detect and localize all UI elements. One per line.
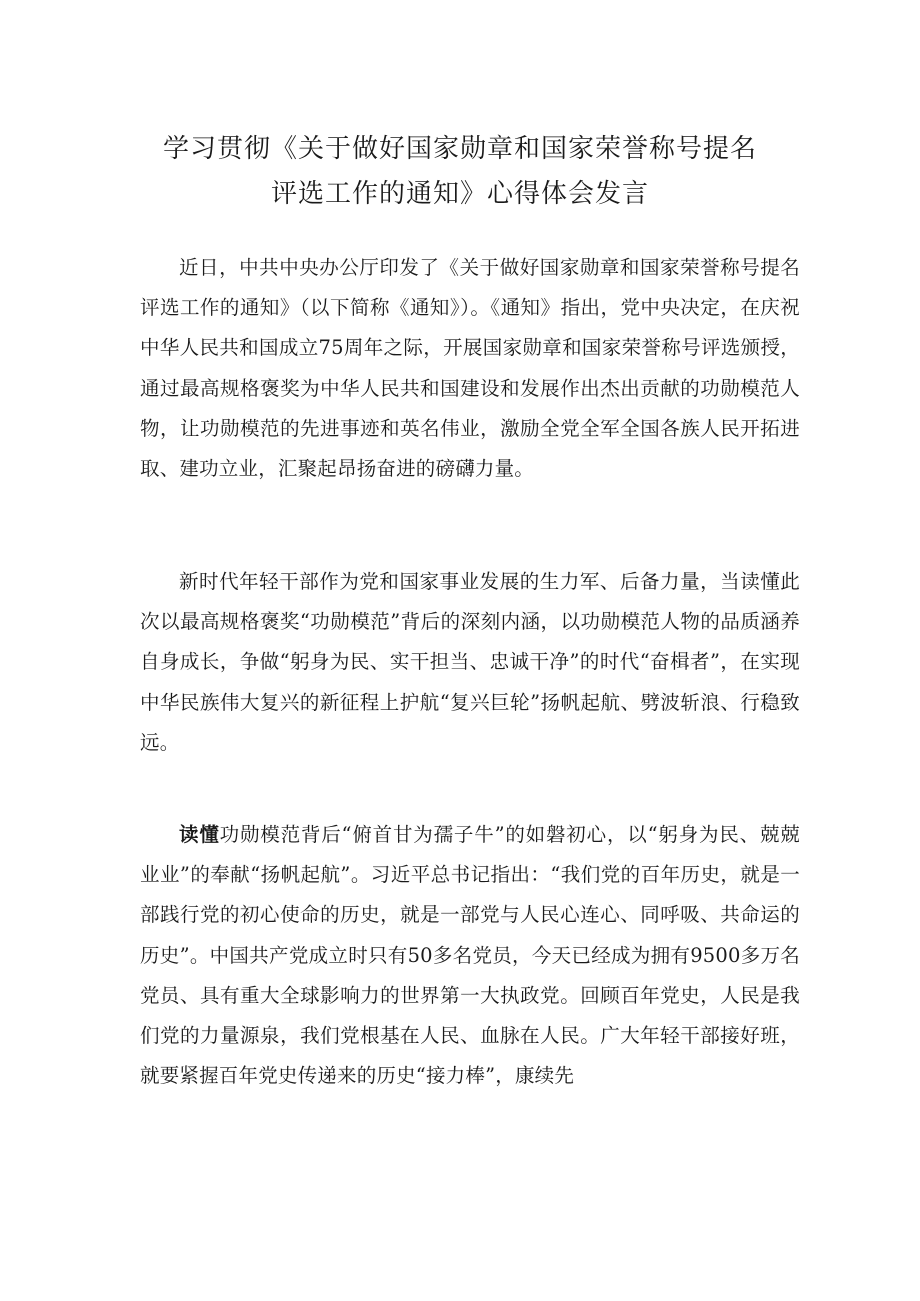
paragraph-3-lead: 读懂 bbox=[179, 823, 220, 846]
paragraph-1 bbox=[140, 248, 800, 489]
paragraph-2-text: 新时代年轻干部作为党和国家事业发展的生力军、后备力量，当读懂此次以最高规格褒奖“功勋模范”背后的深刻内涵，以功勋模范人物的品质涵养自身成长，争做“躬身为民、实干担当、忠诚干净”的时代“奋楫者”，在实现中华民族伟大复兴的新征程上护航“复兴巨轮”扬帆起航、劈波斩浪、行稳致远。 bbox=[140, 570, 800, 754]
title-line-1: 学习贯彻《关于做好国家勋章和国家荣誉称号提名 bbox=[162, 134, 757, 164]
paragraph-2 bbox=[140, 562, 800, 763]
title-line-2: 评选工作的通知》心得体会发言 bbox=[270, 179, 649, 209]
paragraph-1-text: 近日，中共中央办公厅印发了《关于做好国家勋章和国家荣誉称号提名评选工作的通知》（以下简称《通知》）。《通知》指出，党中央决定，在庆祝中华人民共和国成立75周年之际，开展国家勋章和国家荣誉称号评选颁授，通过最高规格褒奖为中华人民共和国建设和发展作出杰出贡献的功勋模范人物，让功勋模范的先进事迹和英名伟业，激励全党全军全国各族人民开拓进取、建功立业，汇聚起昂扬奋进的磅礴力量。 bbox=[140, 256, 800, 481]
paragraph-3-text: 功勋模范背后“俯首甘为孺子牛”的如磐初心，以“躬身为民、兢兢业业”的奉献“扬帆起航”。习近平总书记指出：“我们党的百年历史，就是一部践行党的初心使命的历史，就是一部党与人民心连心、同呼吸、共命运的历史”。中国共产党成立时只有50多名党员，今天已经成为拥有9500多万名党员、具有重大全球影响力的世界第一大执政党。回顾百年党史，人民是我们党的力量源泉，我们党根基在人民、血脉在人民。广大年轻干部接好班，就要紧握百年党史传递来的历史“接力棒”，康续先 bbox=[140, 823, 800, 1088]
document-title bbox=[120, 127, 800, 217]
paragraph-3 bbox=[140, 815, 800, 1096]
